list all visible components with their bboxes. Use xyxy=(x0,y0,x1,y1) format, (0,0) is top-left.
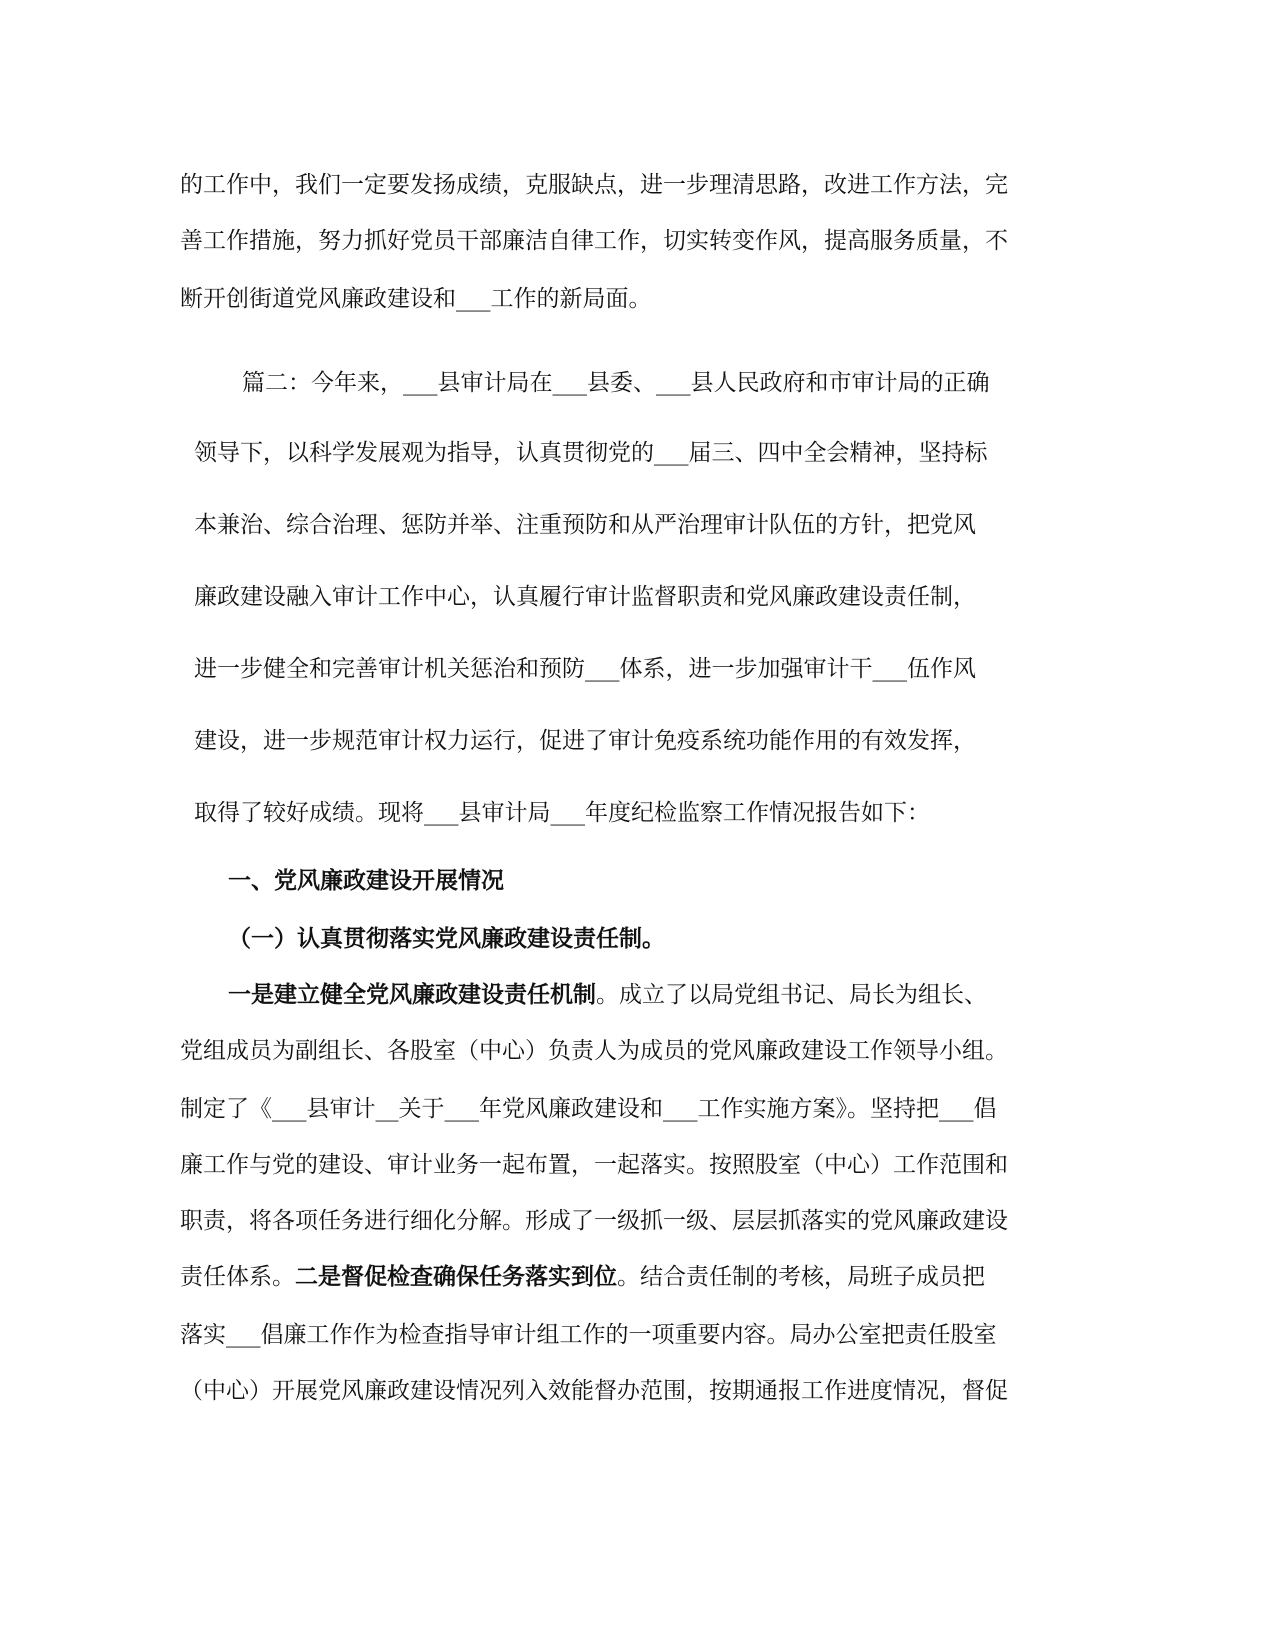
paragraph3-line-7: 落实___倡廉工作作为检查指导审计组工作的一项重要内容。局办公室把责任股室 xyxy=(180,1322,997,1348)
paragraph2-line-5: 进一步健全和完善审计机关惩治和预防___体系，进一步加强审计干___伍作风 xyxy=(194,656,976,682)
paragraph2-line-1: 篇二：今年来，___县审计局在___县委、___县人民政府和市审计局的正确 xyxy=(242,370,990,396)
section-heading-1: 一、党风廉政建设开展情况 xyxy=(228,867,504,894)
paragraph3-line-1 xyxy=(228,980,987,1010)
paragraph3-line-8: （中心）开展党风廉政建设情况列入效能督办范围，按期通报工作进度情况，督促 xyxy=(180,1378,1008,1404)
paragraph3-line-2: 党组成员为副组长、各股室（中心）负责人为成员的党风廉政建设工作领导小组。 xyxy=(180,1038,1008,1064)
paragraph3-bold-second: 二是督促检查确保任务落实到位 xyxy=(295,1263,617,1290)
section-heading-2: （一）认真贯彻落实党风廉政建设责任制。 xyxy=(228,925,665,952)
paragraph3-line-3: 制定了《___县审计__关于___年党风廉政建设和___工作实施方案》。坚持把___倡 xyxy=(180,1096,997,1122)
paragraph1-line-3: 断开创街道党风廉政建设和___工作的新局面。 xyxy=(180,286,652,312)
paragraph2-line-4: 廉政建设融入审计工作中心，认真履行审计监督职责和党风廉政建设责任制， xyxy=(194,584,976,610)
paragraph2-line-2: 领导下，以科学发展观为指导，认真贯彻党的___届三、四中全会精神，坚持标 xyxy=(194,440,988,466)
paragraph3-line-6 xyxy=(180,1262,985,1292)
paragraph2-line-7: 取得了较好成绩。现将___县审计局___年度纪检监察工作情况报告如下： xyxy=(194,800,930,826)
paragraph2-line-3: 本兼治、综合治理、惩防并举、注重预防和从严治理审计队伍的方针，把党风 xyxy=(194,512,976,538)
paragraph3-line-6-rest: 。结合责任制的考核，局班子成员把 xyxy=(617,1264,985,1290)
paragraph3-bold-lead: 一是建立健全党风廉政建设责任机制 xyxy=(228,981,596,1008)
paragraph1-line-2: 善工作措施，努力抓好党员干部廉洁自律工作，切实转变作风，提高服务质量，不 xyxy=(180,228,1008,254)
paragraph1-line-1: 的工作中，我们一定要发扬成绩，克服缺点，进一步理清思路，改进工作方法，完 xyxy=(180,172,1008,198)
paragraph2-line-6: 建设，进一步规范审计权力运行，促进了审计免疫系统功能作用的有效发挥， xyxy=(194,728,976,754)
paragraph3-line-4: 廉工作与党的建设、审计业务一起布置，一起落实。按照股室（中心）工作范围和 xyxy=(180,1152,1008,1178)
paragraph3-line-5: 职责，将各项任务进行细化分解。形成了一级抓一级、层层抓落实的党风廉政建设 xyxy=(180,1208,1008,1234)
paragraph3-line-6-start: 责任体系。 xyxy=(180,1264,295,1290)
paragraph3-line-1-rest: 。成立了以局党组书记、局长为组长、 xyxy=(596,982,987,1008)
